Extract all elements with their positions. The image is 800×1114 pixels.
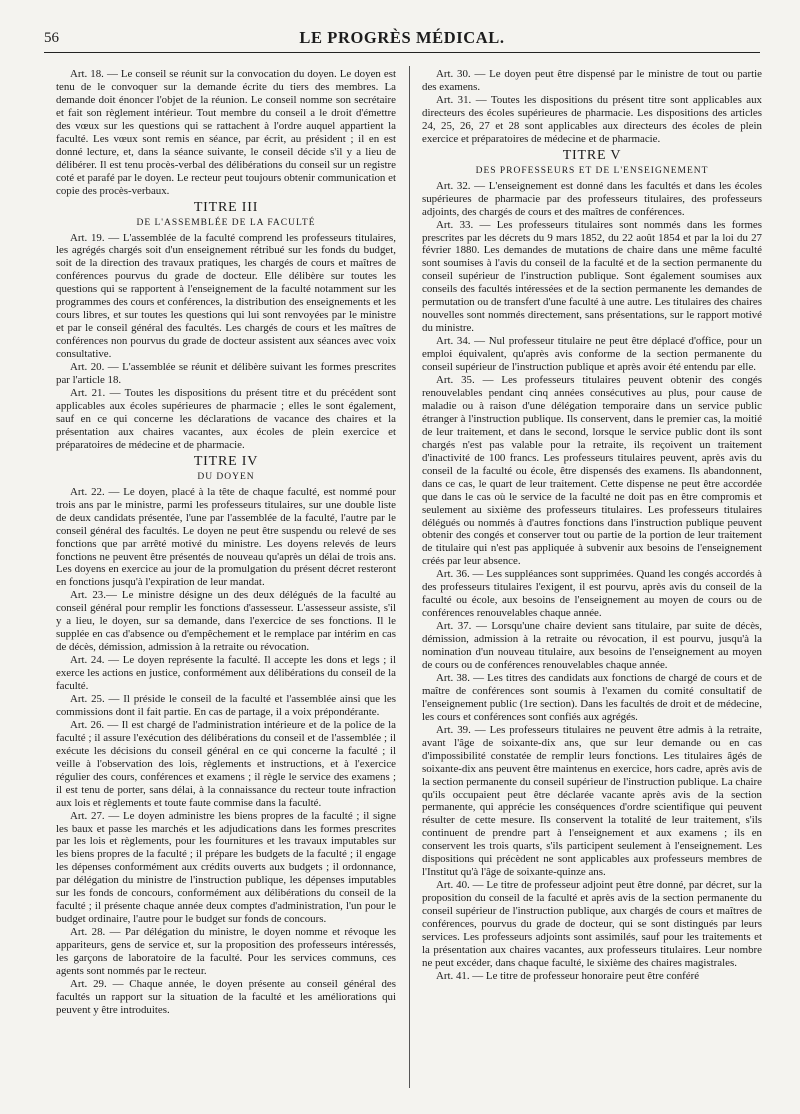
- article-31: Art. 31. — Toutes les dispositions du présent titre sont applicables aux directeurs des écoles supérieures de pharmacie. Les dispositions des articles 24, 25, 26, 27 et 28 sont applicables aux directeurs des écoles de plein exercice et préparatoires de médecine et de pharmacie.: [422, 93, 762, 145]
- article-25: Art. 25. — Il préside le conseil de la faculté et l'assemblée ainsi que les commissions dont il fait partie. En cas de partage, il a voix prépondérante.: [56, 692, 396, 718]
- article-40: Art. 40. — Le titre de professeur adjoint peut être donné, par décret, sur la proposition du conseil de la faculté et après avis de la section permanente du conseil supérieur de l'instruction publique, aux chargés de cours et maîtres de conférences, pourvus du grade de docteur, qui se sont distingués par leurs services. Les professeurs adjoints sont assimilés, sauf pour les traitements et la présentation aux chaires vacantes, aux professeurs titulaires. Leur nombre ne peut excéder, dans chaque faculté, le sixième des chaires magistrales.: [422, 879, 762, 969]
- page-number: 56: [44, 30, 59, 46]
- article-21: Art. 21. — Toutes les dispositions du présent titre et du précédent sont applicables aux écoles supérieures de pharmacie ; elles le sont également, sauf en ce qui concerne les déclarations de vacance des chaires et la présentation aux chaires vacantes, aux écoles de plein exercice et préparatoires de médecine et de pharmacie.: [56, 386, 396, 451]
- article-19: Art. 19. — L'assemblée de la faculté comprend les professeurs titulaires, les agrégés chargés soit d'un enseignement rétribué sur les fonds du budget, soit de la direction des travaux pratiques, les chargés de cours et maîtres de conférences pourvus du grade de docteur. Elle délibère sur toutes les questions qui se rapportent à l'enseignement de la faculté notamment sur les programmes des cours et conférences, la distribution des enseignements et les cours libres, et sur toutes les questions qui lui sont renvoyées par le ministre et par le conseil général des facultés. Les chargés de cours et les maîtres de conférences non pourvus du grade de docteur assistent aux séances avec voix consultative.: [56, 231, 396, 361]
- article-41: Art. 41. — Le titre de professeur honoraire peut être conféré: [436, 969, 700, 982]
- journal-title: LE PROGRÈS MÉDICAL.: [299, 28, 505, 47]
- article-27: Art. 27. — Le doyen administre les biens propres de la faculté ; il signe les baux et passe les marchés et les adjudications dans les formes prescrites par les lois et règlements, pour les fournitures et les travaux imputables sur les biens propres de la faculté ; il prépare les budgets de la faculté ; il engage les dépenses conformément aux crédits ouverts aux budgets ; il ordonnance, par délégation du ministre de l'instruction publique, les dépenses imputables sur les fonds de concours, conformément aux délibérations du conseil de la faculté ; il présente chaque année deux comptes d'administration, l'un pour le budget ordinaire, l'autre pour le budget sur fonds de concours.: [56, 809, 396, 926]
- article-33: Art. 33. — Les professeurs titulaires sont nommés dans les formes prescrites par les décrets du 9 mars 1852, du 22 août 1854 et par la loi du 27 février 1880. Les demandes de mutations de chaire dans une même faculté sont soumises à l'avis du conseil de la faculté et de la section permanente du conseil supérieur de l'instruction publique. Sont également soumises aux conseils des facultés intéressées et de la section permanente les demandes de permutation ou de transfert d'une faculté à une autre. Les titulaires des chaires nouvelles sont nommés directement, sans présentations, sur le rapport motivé du ministre.: [422, 218, 762, 335]
- article-20: Art. 20. — L'assemblée se réunit et délibère suivant les formes prescrites par l'article 18.: [56, 361, 396, 387]
- article-36: Art. 36. — Les suppléances sont supprimées. Quand les congés accordés à des professeurs titulaires l'exigent, il est pourvu, après avis du conseil de la faculté ou école, aux besoins de l'enseignement au moyen de cours ou de conférences renouvelables chaque année.: [422, 568, 762, 620]
- section-title-titre-5: TITRE V: [562, 147, 622, 163]
- section-subtitle-titre-3: DE L'ASSEMBLÉE DE LA FACULTÉ: [136, 217, 316, 228]
- section-title-titre-3: TITRE III: [193, 199, 259, 215]
- section-subtitle-titre-4: DU DOYEN: [197, 471, 255, 482]
- article-24: Art. 24. — Le doyen représente la faculté. Il accepte les dons et legs ; il exerce les actions en justice, conformément aux délibérations du conseil de la faculté.: [56, 654, 396, 693]
- article-28: Art. 28. — Par délégation du ministre, le doyen nomme et révoque les appariteurs, gens de service et, sur la proposition des professeurs intéressés, les garçons de laboratoire de la faculté. Pour les services communs, ces agents sont nommés par le recteur.: [56, 926, 396, 977]
- article-18: Art. 18. — Le conseil se réunit sur la convocation du doyen. Le doyen est tenu de le convoquer sur la demande écrite du tiers des membres. La demande doit énoncer l'objet de la réunion. Le conseil nomme son secrétaire et fait son règlement intérieur. Tout membre du conseil a le droit d'émettre des vœux sur les questions qui se rattachent à l'ordre auquel appartient la faculté. Les vœux sont remis en séance, par écrit, au président ; il en est donné lecture, et, dans la séance suivante, le conseil décide s'il y a lieu de délibérer. Il est tenu procès-verbal des délibérations du conseil sur un registre coté et parafé par le doyen. Le recteur peut toujours obtenir communication et copie des procès-verbaux.: [56, 68, 396, 197]
- article-37: Art. 37. — Lorsqu'une chaire devient sans titulaire, par suite de décès, démission, admission à la retraite ou révocation, il est pourvu, jusqu'à la nomination d'un nouveau titulaire, aux besoins de l'enseignement au moyen de cours ou de conférences renouvelables chaque année.: [422, 620, 762, 671]
- article-30: Art. 30. — Le doyen peut être dispensé par le ministre de tout ou partie des examens.: [422, 68, 762, 93]
- article-38: Art. 38. — Les titres des candidats aux fonctions de chargé de cours et de maître de conférences sont soumis à l'examen du comité consultatif de l'enseignement public (1re section). Dans les facultés de droit et de médecine, les cours et conférences sont confiés aux agrégés.: [422, 671, 762, 723]
- left-column: [56, 68, 396, 1017]
- section-title-titre-4: TITRE IV: [193, 453, 259, 469]
- article-32: Art. 32. — L'enseignement est donné dans les facultés et dans les écoles supérieures de pharmacie par des professeurs titulaires, des professeurs adjoints, des chargés de cours et des maîtres de conférences.: [422, 179, 762, 218]
- article-22: Art. 22. — Le doyen, placé à la tête de chaque faculté, est nommé pour trois ans par le ministre, parmi les professeurs titulaires, sur une double liste de deux candidats présentée, l'une par l'assemblée de la faculté, l'autre par le conseil général des facultés. Le doyen ne peut être suspendu ou relevé de ses fonctions que par arrêté motivé du ministre. Les doyens relevés de leurs fonctions ne peuvent être présentés de nouveau qu'après un délai de trois ans. Les doyens en exercice au jour de la promulgation du présent décret resteront en fonctions jusqu'à l'expiration de leur mandat.: [56, 485, 396, 589]
- column-divider: [409, 66, 410, 1088]
- right-column: [422, 68, 762, 983]
- article-26: Art. 26. — Il est chargé de l'administration intérieure et de la police de la faculté ; il assure l'exécution des délibérations du conseil et de l'assemblée ; il exécute les décisions du conseil général en ce qui concerne la faculté ; il veille à l'observation des lois, règlements et instructions, et à l'exercice régulier des cours, conférences et examens ; il règle le service des examens ; il est tenu de porter, sans délai, à la connaissance du recteur toute infraction aux lois et règlements et toute faute commise dans la faculté.: [56, 718, 396, 809]
- article-23: Art. 23.— Le ministre désigne un des deux délégués de la faculté au conseil général pour remplir les fonctions d'assesseur. L'assesseur assiste, s'il y a lieu, le doyen, sur sa demande, dans l'exercice de ses fonctions. Il le supplée en cas d'absence ou d'empêchement et le remplace par intérim en cas de décès, démission, admission à la retraite ou révocation.: [56, 589, 396, 654]
- article-35: Art. 35. — Les professeurs titulaires peuvent obtenir des congés renouvelables pendant cinq années consécutives au plus, pour cause de maladie ou à raison d'une délégation temporaire dans un service public étranger à l'instruction publique. Ils conservent, dans le premier cas, la moitié de leur traitement, et dans le second, lorsque le service public dont ils sont chargés n'est pas valable pour la retraite, ils reçoivent un traitement d'inactivité de 100 francs. Les professeurs titulaires peuvent, après avis du conseil de la faculté ou école, être dispensés des examens. Ils abandonnent, dans ce cas, le quart de leur traitement. Cette dispense ne peut être accordée que dans le cas où le service de la faculté ne doit pas en être compromis et seulement au sixième des professeurs titulaires. Les professeurs titulaires délégués ou nommés à d'autres fonctions dans l'instruction publique peuvent obtenir des congés et conserver tout ou partie de la portion de leur traitement de titulaire qui n'est pas appliquée à subvenir aux besoins de l'enseignement créés par leur absence.: [422, 374, 762, 568]
- article-34: Art. 34. — Nul professeur titulaire ne peut être déplacé d'office, pour un emploi équivalent, qu'après avis conforme de la section permanente du conseil supérieur de l'instruction publique et après avoir été entendu par elle.: [422, 335, 762, 374]
- page-header: [44, 28, 760, 53]
- article-29: Art. 29. — Chaque année, le doyen présente au conseil général des facultés un rapport sur la situation de la faculté et les améliorations qui peuvent y être introduites.: [56, 977, 396, 1016]
- section-subtitle-titre-5: DES PROFESSEURS ET DE L'ENSEIGNEMENT: [475, 165, 709, 176]
- article-39: Art. 39. — Les professeurs titulaires ne peuvent être admis à la retraite, avant l'âge de soixante-dix ans, que sur leur demande ou en cas d'impossibilité constatée de remplir leurs fonctions. Les titulaires âgés de soixante-dix ans peuvent être maintenus en exercice, hors cadre, après avis de la section permanente du conseil supérieur de l'instruction publique. La chaire qu'ils occupaient peut être déclarée vacante après avis de la section permanente, qui apprécie les conséquences d'ordre scientifique qui peuvent résulter de cette mesure. Ils conservent la totalité de leur traitement, s'ils continuent de prendre part à l'enseignement et aux examens ; ils en conservent les trois quarts, s'ils participent seulement à l'enseignement. Les dispositions qui précèdent ne sont applicables aux professeurs membres de l'Institut qu'à l'âge de soixante-quinze ans.: [422, 723, 762, 879]
